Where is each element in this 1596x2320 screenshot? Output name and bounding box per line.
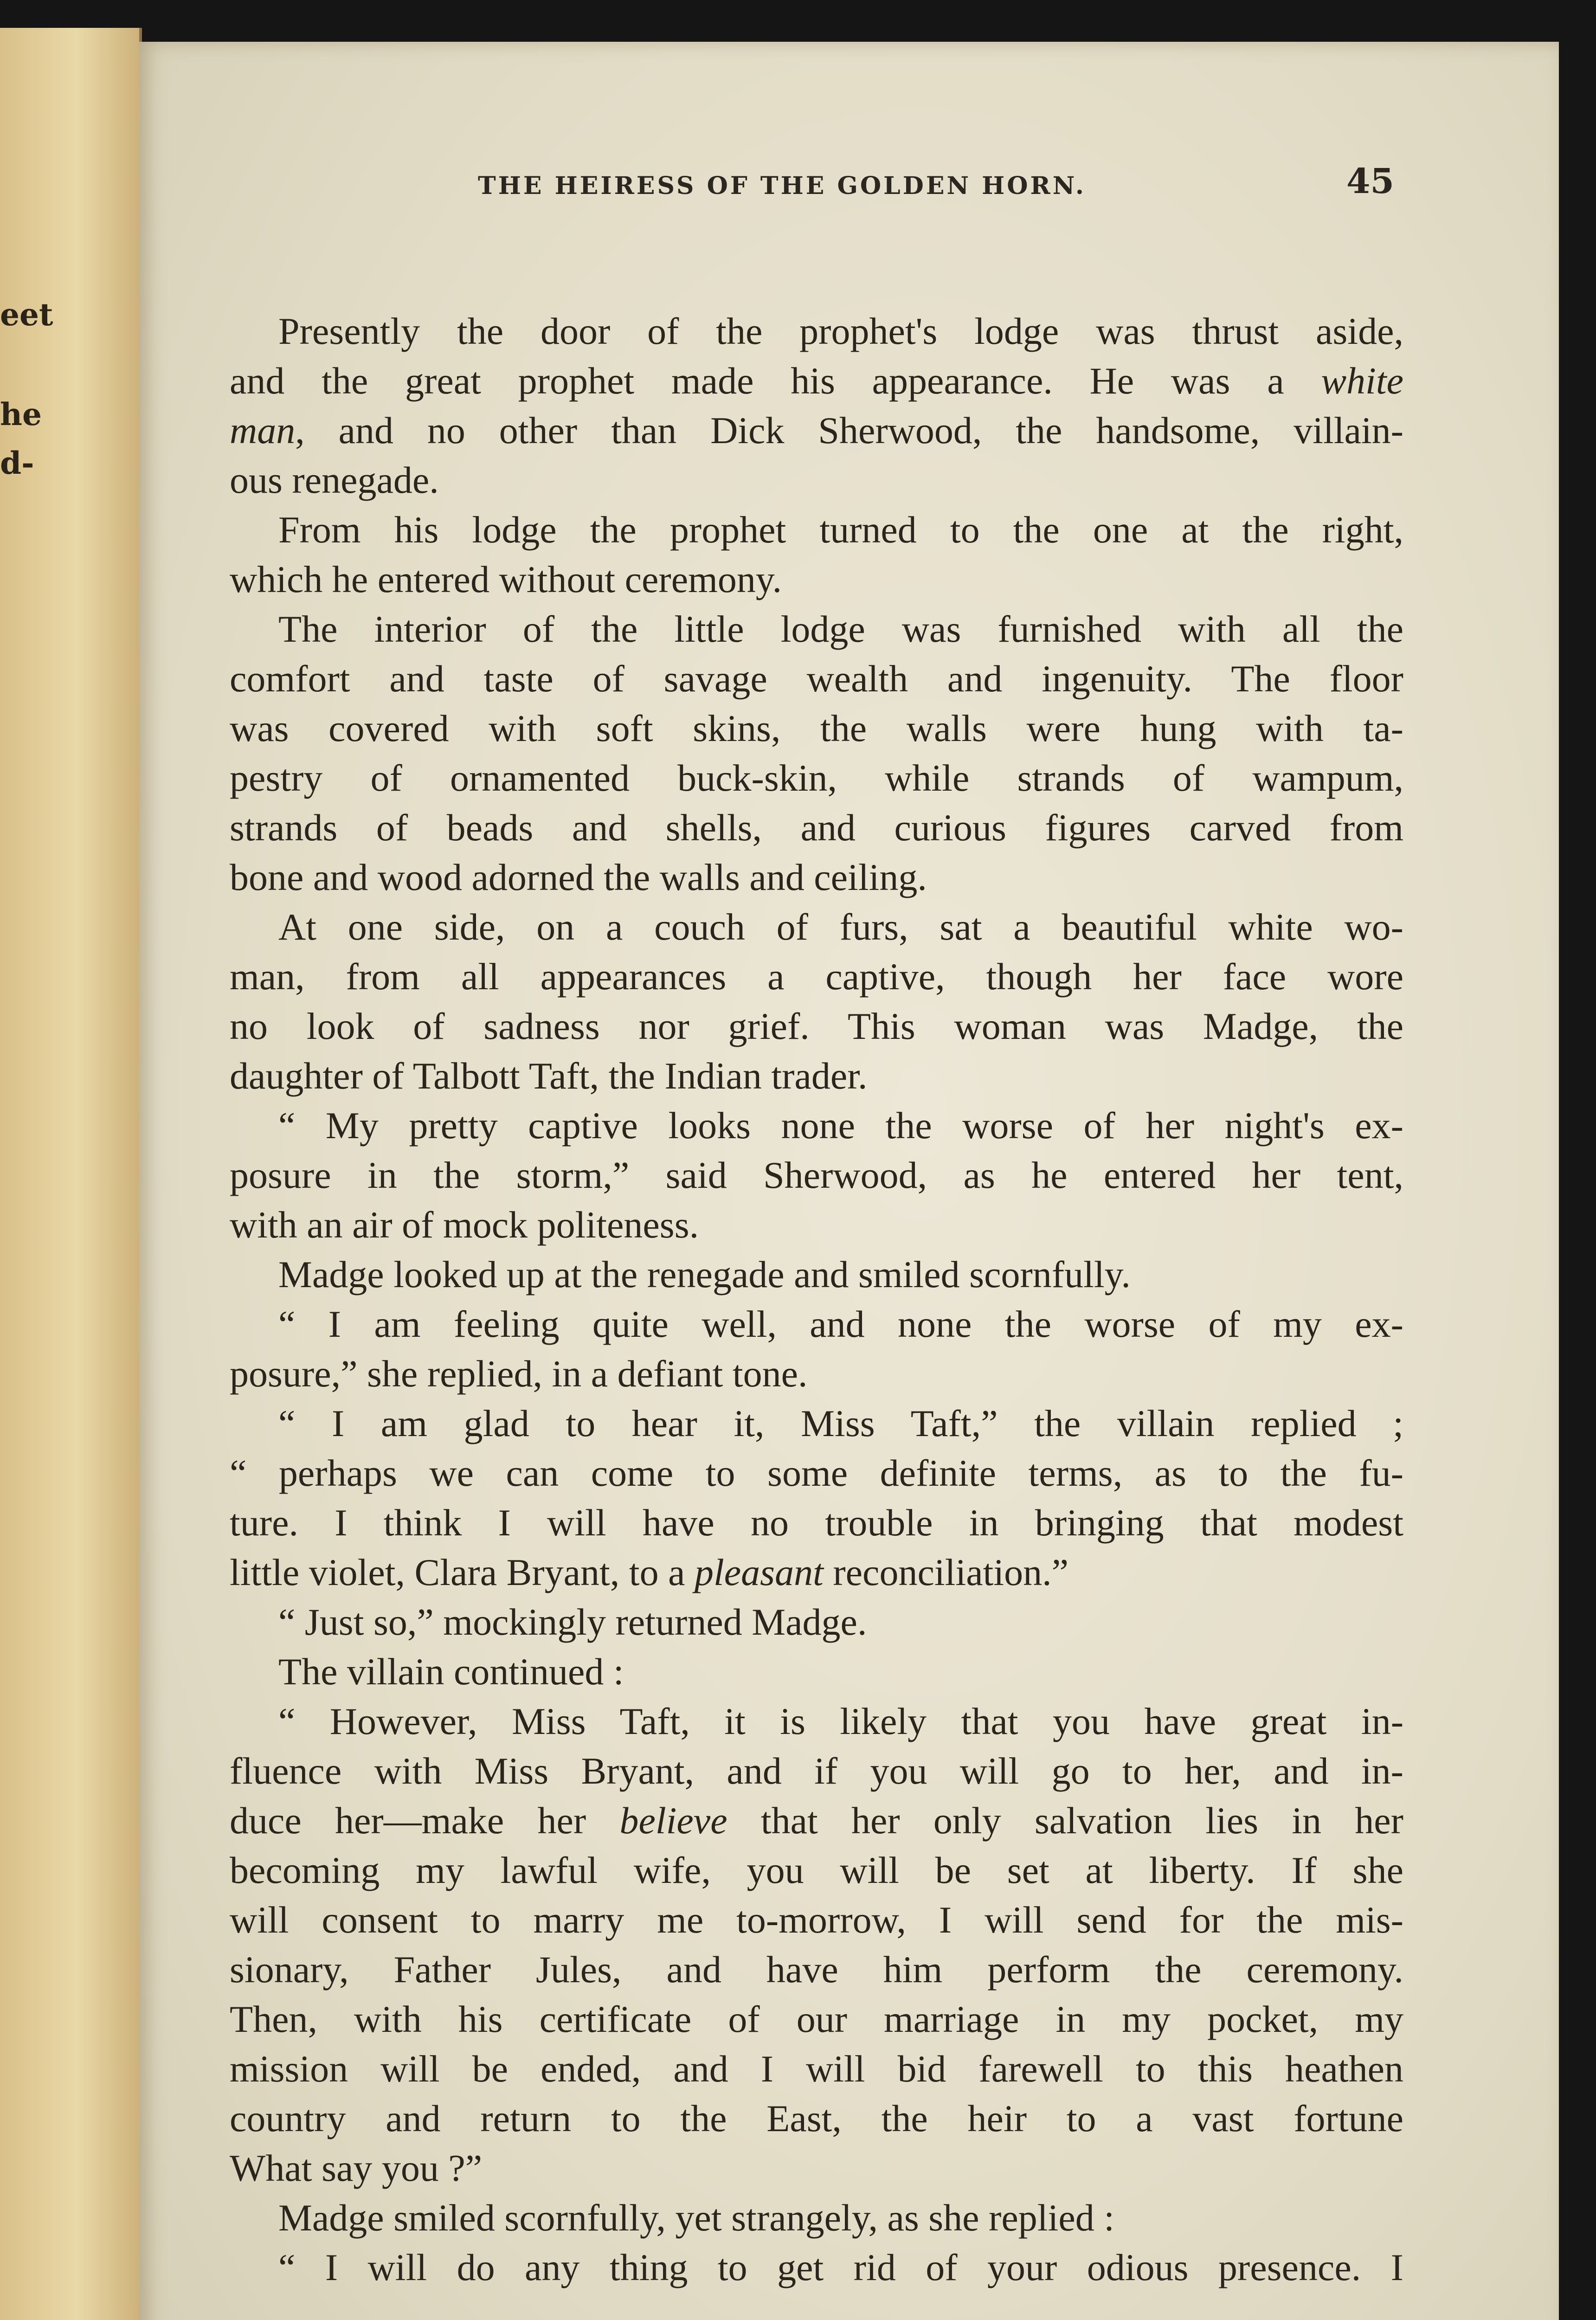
line-text: “ perhaps we can come to some definite terms, as to the fu- xyxy=(230,1452,1403,1494)
line-text: Madge looked up at the renegade and smiled scornfully. xyxy=(278,1253,1131,1295)
line-text: The interior of the little lodge was furnished with all the xyxy=(278,608,1403,650)
line-text: will consent to marry me to-morrow, I will send for the mis- xyxy=(230,1899,1403,1941)
line-text: “ My pretty captive looks none the worse of her night's ex- xyxy=(278,1104,1403,1147)
text-line xyxy=(230,1845,1403,1895)
line-text: Presently the door of the prophet's lodge was thrust aside, xyxy=(278,310,1403,352)
line-text: , and no other than Dick Sherwood, the handsome, villain- xyxy=(295,409,1403,451)
text-line xyxy=(230,505,1403,554)
line-text: “ I am glad to hear it, Miss Taft,” the villain replied ; xyxy=(278,1402,1403,1444)
text-line xyxy=(230,604,1403,654)
previous-page-fragment: d- xyxy=(0,445,34,481)
text-line xyxy=(230,554,1403,604)
text-line xyxy=(230,406,1403,455)
line-text: Then, with his certificate of our marriage in my pocket, my xyxy=(230,1998,1403,2040)
text-line xyxy=(230,1746,1403,1796)
line-text: daughter of Talbott Taft, the Indian trader. xyxy=(230,1055,868,1097)
italic-text: believe xyxy=(619,1799,727,1842)
text-line xyxy=(230,356,1403,406)
text-line xyxy=(230,1796,1403,1845)
text-line xyxy=(230,1051,1403,1101)
line-text: duce her—make her xyxy=(230,1799,620,1842)
italic-text: white xyxy=(1321,360,1403,402)
line-text: From his lodge the prophet turned to the one at the right, xyxy=(278,509,1403,551)
line-text: little violet, Clara Bryant, to a xyxy=(230,1551,695,1593)
text-line xyxy=(230,1398,1403,1448)
previous-page-fragment: eet xyxy=(0,296,53,333)
text-line xyxy=(230,1101,1403,1150)
text-line xyxy=(230,455,1403,505)
line-text: “ I will do any thing to get rid of your odious presence. I xyxy=(278,2246,1403,2288)
line-text: posure in the storm,” said Sherwood, as he entered her tent, xyxy=(230,1154,1403,1196)
line-text: no look of sadness nor grief. This woman was Madge, the xyxy=(230,1005,1403,1047)
line-text: becoming my lawful wife, you will be set at liberty. If she xyxy=(230,1849,1403,1891)
line-text: ture. I think I will have no trouble in bringing that modest xyxy=(230,1502,1403,1544)
text-line xyxy=(230,1994,1403,2044)
body-text xyxy=(230,306,1403,2292)
line-text: that her only salvation lies in her xyxy=(727,1799,1403,1842)
line-text: “ However, Miss Taft, it is likely that you have great in- xyxy=(278,1700,1403,1742)
line-text: which he entered without ceremony. xyxy=(230,558,782,600)
line-text: pestry of ornamented buck-skin, while strands of wampum, xyxy=(230,757,1403,799)
text-line xyxy=(230,1597,1403,1647)
line-text: fluence with Miss Bryant, and if you will go to her, and in- xyxy=(230,1750,1403,1792)
text-line xyxy=(230,1547,1403,1597)
line-text: ous renegade. xyxy=(230,459,439,501)
text-line xyxy=(230,1498,1403,1547)
text-line xyxy=(230,703,1403,753)
text-line xyxy=(230,2044,1403,2094)
page-number: 45 xyxy=(1346,161,1394,201)
line-text: and the great prophet made his appearance. He was a xyxy=(230,360,1321,402)
text-line xyxy=(230,1299,1403,1349)
line-text: strands of beads and shells, and curious figures carved from xyxy=(230,806,1403,849)
text-line xyxy=(230,1150,1403,1200)
text-line xyxy=(230,753,1403,803)
line-text: man, from all appearances a captive, though her face wore xyxy=(230,955,1403,998)
text-line xyxy=(230,852,1403,902)
text-line xyxy=(230,2193,1403,2243)
line-text: bone and wood adorned the walls and ceiling. xyxy=(230,856,927,898)
text-line xyxy=(230,952,1403,1001)
line-text: posure,” she replied, in a defiant tone. xyxy=(230,1353,808,1395)
running-title: THE HEIRESS OF THE GOLDEN HORN. xyxy=(478,172,1087,200)
text-line xyxy=(230,2143,1403,2193)
italic-text: pleasant xyxy=(694,1551,824,1593)
text-line xyxy=(230,2094,1403,2143)
line-text: “ Just so,” mockingly returned Madge. xyxy=(278,1601,867,1643)
italic-text: man xyxy=(230,409,296,451)
text-line xyxy=(230,1250,1403,1299)
line-text: with an air of mock politeness. xyxy=(230,1204,699,1246)
line-text: mission will be ended, and I will bid farewell to this heathen xyxy=(230,2048,1403,2090)
text-line xyxy=(230,306,1403,356)
line-text: Madge smiled scornfully, yet strangely, as she replied : xyxy=(278,2197,1114,2239)
text-line xyxy=(230,1647,1403,1696)
line-text: What say you ?” xyxy=(230,2147,483,2189)
book-page xyxy=(139,42,1559,2320)
text-line xyxy=(230,1448,1403,1498)
text-line xyxy=(230,1200,1403,1250)
line-text: The villain continued : xyxy=(278,1650,624,1693)
line-text: country and return to the East, the heir to a vast fortune xyxy=(230,2097,1403,2140)
text-line xyxy=(230,654,1403,703)
text-line xyxy=(230,1895,1403,1945)
text-line xyxy=(230,1696,1403,1746)
line-text: reconciliation.” xyxy=(823,1551,1069,1593)
previous-page-fragment: he xyxy=(0,396,42,432)
text-line xyxy=(230,1001,1403,1051)
text-line xyxy=(230,803,1403,852)
line-text: comfort and taste of savage wealth and ingenuity. The floor xyxy=(230,657,1403,700)
text-line xyxy=(230,1945,1403,1994)
text-line xyxy=(230,2243,1403,2292)
text-line xyxy=(230,902,1403,952)
previous-page-edge xyxy=(0,28,142,2320)
line-text: At one side, on a couch of furs, sat a beautiful white wo- xyxy=(278,906,1403,948)
line-text: “ I am feeling quite well, and none the worse of my ex- xyxy=(278,1303,1403,1345)
text-line xyxy=(230,1349,1403,1398)
line-text: was covered with soft skins, the walls were hung with ta- xyxy=(230,707,1403,749)
line-text: sionary, Father Jules, and have him perform the ceremony. xyxy=(230,1948,1403,1991)
